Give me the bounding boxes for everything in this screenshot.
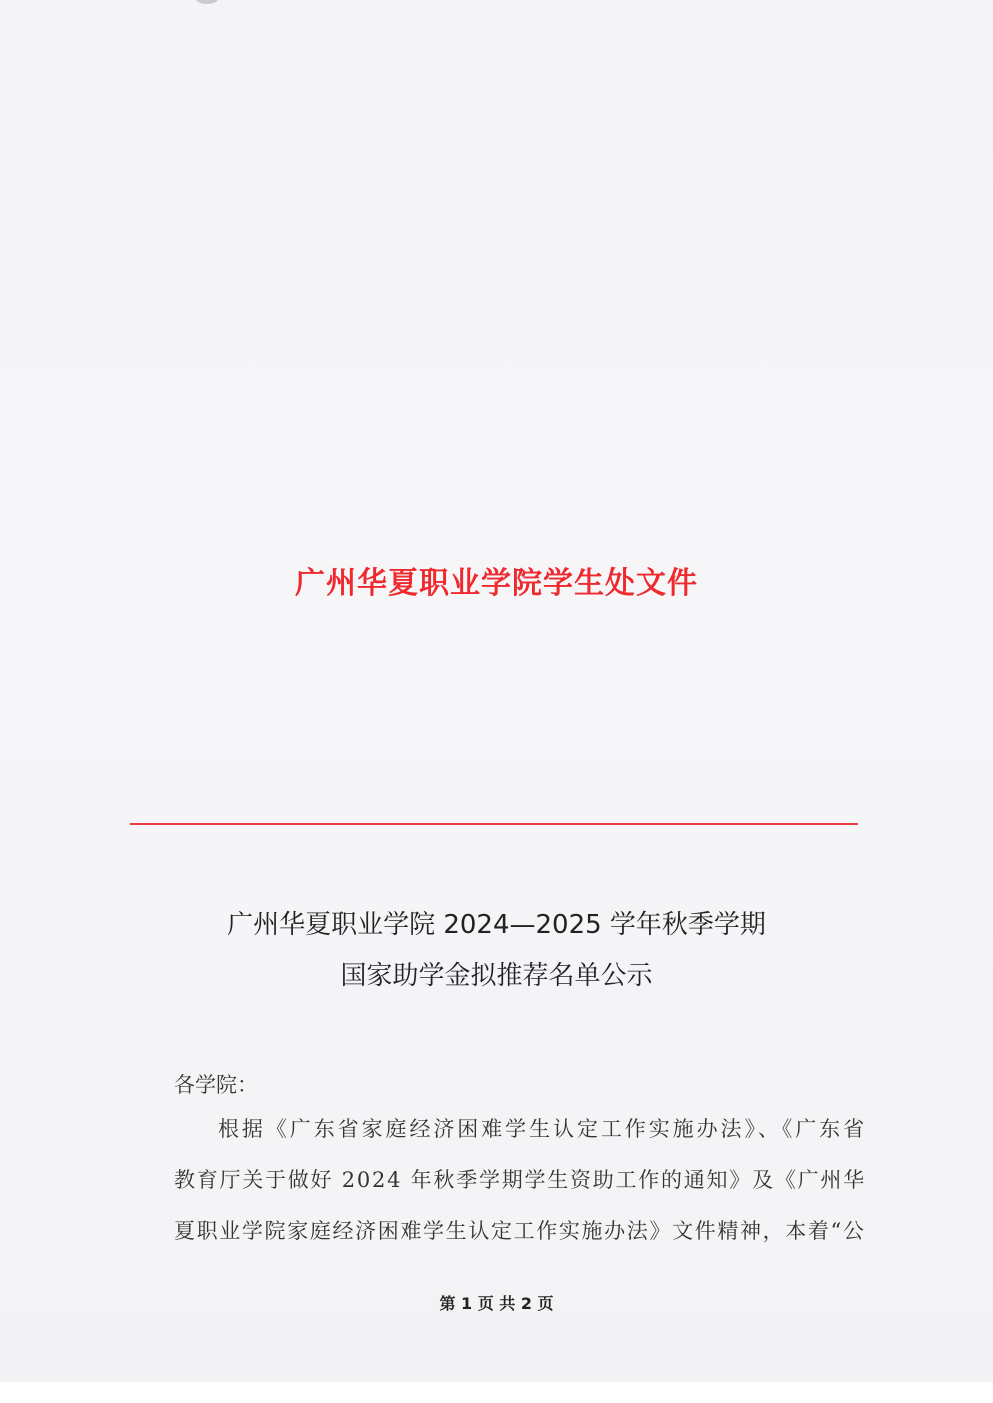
paragraph-line: 夏职业学院家庭经济困难学生认定工作实施办法》文件精神，本着“公: [174, 1219, 866, 1243]
salutation: 各学院：: [174, 1073, 258, 1097]
letterhead-divider: [130, 823, 858, 825]
page-bottom-margin: [0, 1382, 993, 1403]
scan-artifact: [196, 0, 218, 4]
document-title-line-1: 广州华夏职业学院 2024—2025 学年秋季学期: [227, 910, 766, 940]
document-title-line-2: 国家助学金拟推荐名单公示: [340, 961, 653, 991]
paragraph-line: 根据《广东省家庭经济困难学生认定工作实施办法》、《广东省: [218, 1117, 868, 1141]
page-number: 第 1 页 共 2 页: [439, 1294, 554, 1313]
letterhead-title: 广州华夏职业学院学生处文件: [295, 566, 698, 601]
paragraph-line: 教育厅关于做好 2024 年秋季学期学生资助工作的通知》及《广州华: [174, 1168, 866, 1192]
